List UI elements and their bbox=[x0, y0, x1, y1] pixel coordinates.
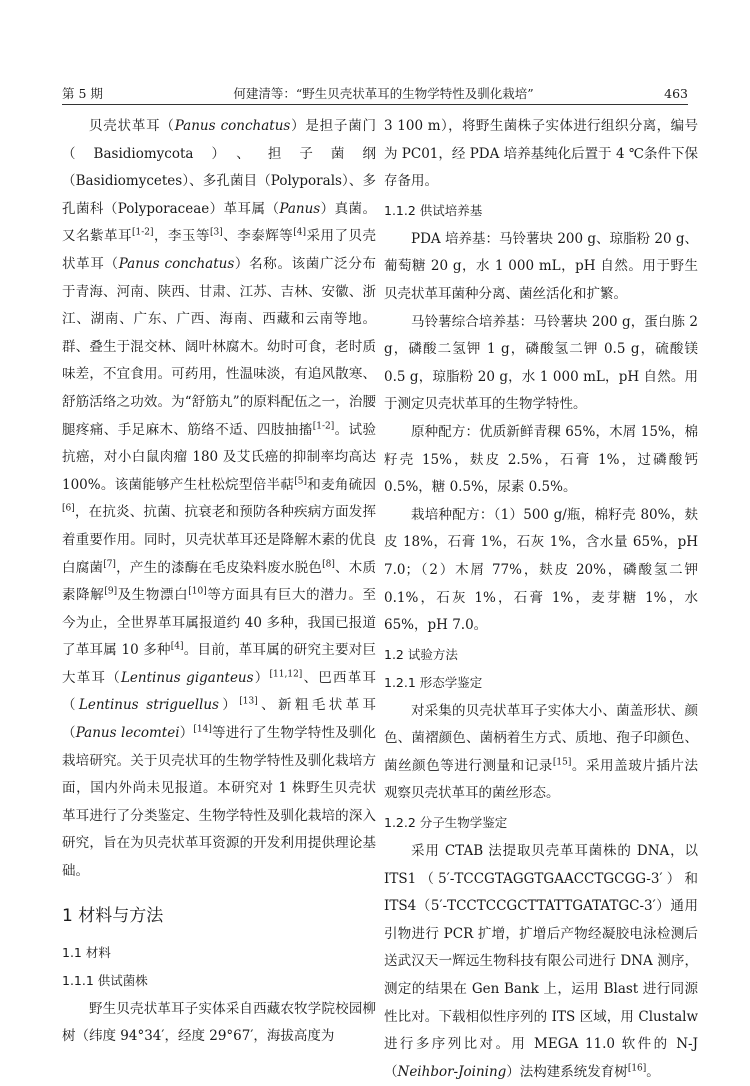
section-heading-1-2-1: 1.2.1 形态学鉴定 bbox=[384, 674, 483, 690]
strain-paragraph: 野生贝壳状革耳子实体采自西藏农牧学院校园柳树（纬度 94°34′，经度 29°67′，海拔高度为 bbox=[62, 1000, 376, 1045]
section-heading-1-2: 1.2 试验方法 bbox=[384, 646, 458, 662]
left-column bbox=[62, 113, 376, 1051]
section-heading-1-1-2: 1.1.2 供试培养基 bbox=[384, 202, 483, 218]
pda-medium-paragraph: PDA 培养基：马铃薯块 200 g、琼脂粉 20 g、葡萄糖 20 g，水 1 000 mL，pH 自然。用于野生贝壳状革耳菌种分离、菌丝活化和扩繁。 bbox=[384, 230, 698, 302]
section-heading-1-1: 1.1 材料 bbox=[62, 944, 111, 960]
potato-medium-paragraph: 马铃薯综合培养基：马铃薯块 200 g，蛋白胨 2 g，磷酸二氢钾 1 g，磷酸氢二钾 0.5 g，硫酸镁 0.5 g，琼脂粉 20 g，水 1 000 mL，pH 自然。用于测定贝壳状革耳的生物学特性。 bbox=[384, 313, 698, 413]
section-heading-1: 1 材料与方法 bbox=[62, 905, 164, 926]
intro-paragraph: 贝壳状革耳（Panus conchatus）是担子菌门（Basidiomycota）、担子菌纲（Basidiomycetes）、多孔菌目（Polyporals）、多孔菌科（Polyporaceae）革耳属（Panus）真菌。又名紫革耳[1-2]，李玉等[3]、李泰辉等[4]采用了贝壳状革耳（Panus conchatus）名称。该菌广泛分布于青海、河南、陕西、甘肃、江苏、吉林、安徽、浙江、湖南、广东、广西、海南、西藏和云南等地。群、叠生于混交林、阔叶林腐木。幼时可食，老时质味差，不宜食用。可药用，性温味淡，有追风散寒、舒筋活络之功效。为“舒筋丸”的原料配伍之一，治腰腿疼痛、手足麻木、筋络不适、四肢抽搐[1-2]。试验抗癌，对小白鼠肉瘤 180 及艾氏癌的抑制率均高达 100%。该菌能够产生杜松烷型倍半萜[5]和麦角硫因[6]，在抗炎、抗菌、抗衰老和预防各种疾病方面发挥着重要作用。同时，贝壳状革耳还是降解木素的优良白腐菌[7]，产生的漆酶在毛皮染料废水脱色[8]、木质素降解[9]及生物漂白[10]等方面具有巨大的潜力。至今为止，全世界革耳属报道约 40 多种，我国已报道了革耳属 10 多种[4]。目前，革耳属的研究主要对巨大革耳（Lentinus giganteus）[11,12]、巴西革耳（Lentinus striguellus）[13]、新粗毛状革耳（Panus lecomtei）[14]等进行了生物学特性及驯化栽培研究。关于贝壳状耳的生物学特性及驯化栽培方面，国内外尚未见报道。本研究对 1 株野生贝壳状革耳进行了分类鉴定、生物学特性及驯化栽培的深入研究，旨在为贝壳状革耳资源的开发利用提供理论基础。 bbox=[62, 118, 377, 880]
morphology-paragraph: 对采集的贝壳状革耳子实体大小、菌盖形状、颜色、菌褶颜色、菌柄着生方式、质地、孢子印颜色、菌丝颜色等进行测量和记录[15]。采用盖玻片插片法观察贝壳状革耳的菌丝形态。 bbox=[384, 702, 699, 802]
section-heading-1-1-1: 1.1.1 供试菌株 bbox=[62, 972, 148, 988]
strain-paragraph-continued: 3 100 m），将野生菌株子实体进行组织分离，编号为 PC01，经 PDA 培养基纯化后置于 4 ℃条件下保存备用。 bbox=[384, 118, 698, 190]
running-header bbox=[62, 82, 688, 105]
issue-label: 第 5 期 bbox=[62, 86, 103, 101]
seed-formula-paragraph: 原种配方：优质新鲜青稞 65%，木屑 15%，棉籽壳 15%，麸皮 2.5%，石膏 1%，过磷酸钙 0.5%，糖 0.5%，尿素 0.5%。 bbox=[384, 423, 698, 496]
cultivation-formula-paragraph: 栽培种配方：（1）500 g/瓶，棉籽壳 80%，麸皮 18%，石膏 1%，石灰 1%，含水量 65%，pH 7.0；（2）木屑 77%，麸皮 20%，磷酸氢二钾 0.1%，石灰 1%，石膏 1%，麦芽糖 1%，水 65%，pH 7.0。 bbox=[384, 506, 698, 634]
molecular-paragraph: 采用 CTAB 法提取贝壳革耳菌株的 DNA，以 ITS1（5′-TCCGTAGGTGAACCTGCGG-3′）和 ITS4（5′-TCCTCCGCTTATTGATATGC-3′）通用引物进行 PCR 扩增，扩增后产物经凝胶电泳检测后送武汉天一辉远生物科技有限公司进行 DNA 测序，测定的结果在 Gen Bank 上，运用 Blast 进行同源性比对。下载相似性序列的 ITS 区域，用 Clustalw 进行多序列比对。用 MEGA 11.0 软件的 N-J（Neihbor-Joining）法构建系统发育树[16]。 bbox=[384, 843, 698, 1080]
right-column bbox=[384, 113, 698, 1086]
running-title: 何建清等：“野生贝壳状革耳的生物学特性及驯化栽培” bbox=[233, 86, 534, 101]
section-heading-1-2-2: 1.2.2 分子生物学鉴定 bbox=[384, 815, 508, 831]
page-number: 463 bbox=[664, 85, 688, 101]
